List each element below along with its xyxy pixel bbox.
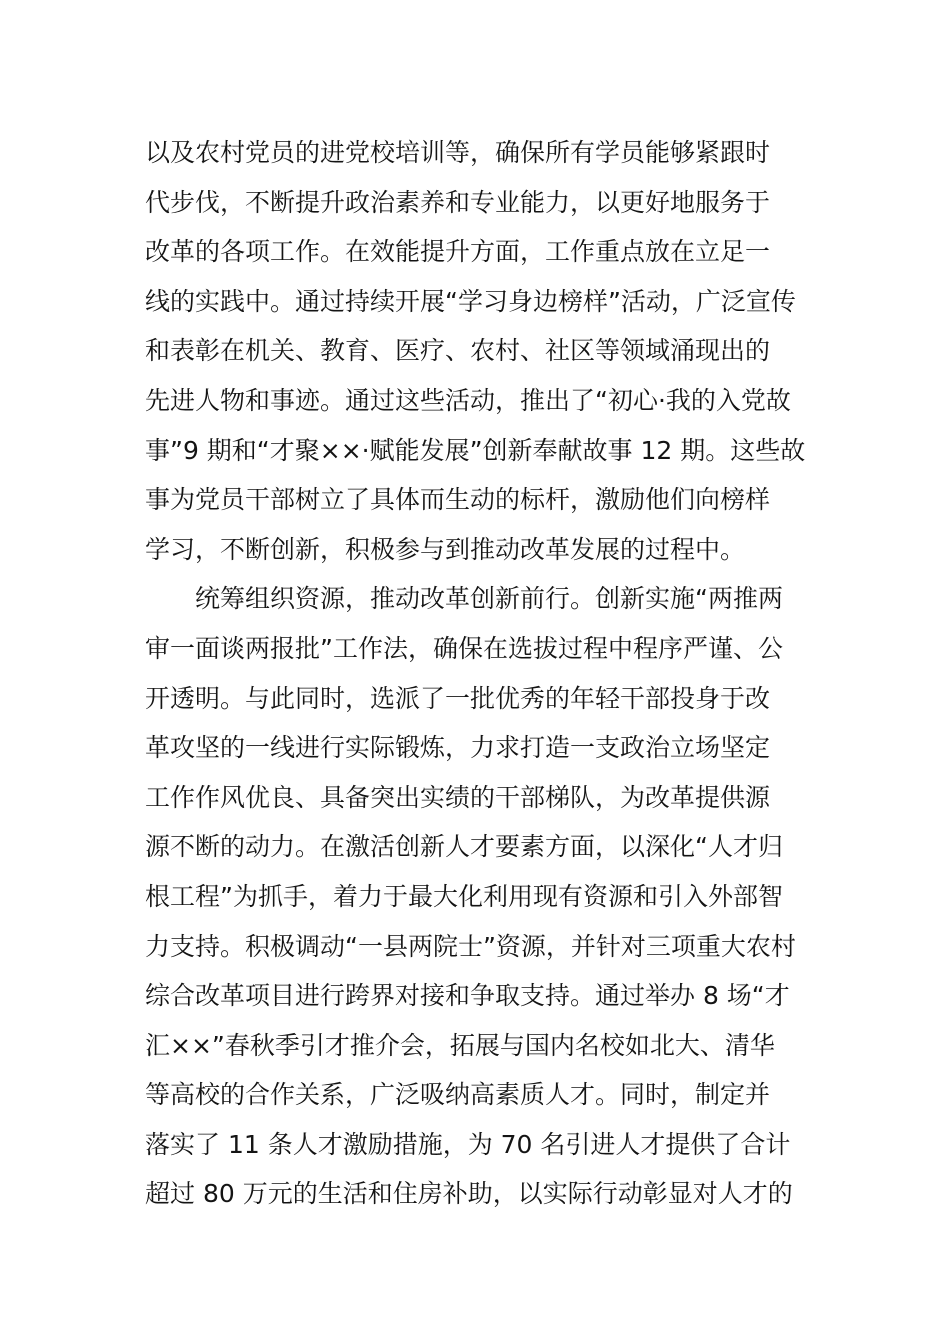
text-line: 线的实践中。通过持续开展“学习身边榜样”活动，广泛宣传 xyxy=(145,286,796,316)
text-line: 源不断的动力。在激活创新人才要素方面，以深化“人才归 xyxy=(145,832,783,862)
body-text xyxy=(145,128,825,1219)
text-line: 根工程”为抓手，着力于最大化利用现有资源和引入外部智 xyxy=(145,881,783,911)
text-line: 以及农村党员的进党校培训等，确保所有学员能够紧跟时 xyxy=(145,138,771,167)
text-line: 事为党员干部树立了具体而生动的标杆，激励他们向榜样 xyxy=(145,485,771,515)
text-line: 学习，不断创新，积极参与到推动改革发展的过程中。 xyxy=(145,534,746,564)
text-line: 汇××”春秋季引才推介会，拓展与国内名校如北大、清华 xyxy=(145,1030,775,1060)
text-line: 力支持。积极调动“一县两院士”资源，并针对三项重大农村 xyxy=(145,931,796,961)
text-line: 事”9 期和“才聚××·赋能发展”创新奉献故事 12 期。这些故 xyxy=(145,435,806,465)
text-line: 代步伐，不断提升政治素养和专业能力，以更好地服务于 xyxy=(145,187,771,217)
text-line: 开透明。与此同时，选派了一批优秀的年轻干部投身于改 xyxy=(145,683,771,713)
text-line: 落实了 11 条人才激励措施，为 70 名引进人才提供了合计 xyxy=(145,1129,791,1159)
text-line: 革攻坚的一线进行实际锻炼，力求打造一支政治立场坚定 xyxy=(145,733,771,763)
text-line: 和表彰在机关、教育、医疗、农村、社区等领域涌现出的 xyxy=(145,336,771,366)
text-line: 超过 80 万元的生活和住房补助，以实际行动彰显对人才的 xyxy=(145,1179,793,1209)
paragraph-start-line: 统筹组织资源，推动改革创新前行。创新实施“两推两 xyxy=(195,584,783,614)
text-line: 综合改革项目进行跨界对接和争取支持。通过举办 8 场“才 xyxy=(145,981,790,1011)
text-line: 工作作风优良、具备突出实绩的干部梯队，为改革提供源 xyxy=(145,782,771,812)
text-line: 先进人物和事迹。通过这些活动，推出了“初心·我的入党故 xyxy=(145,385,791,415)
text-line: 审一面谈两报批”工作法，确保在选拔过程中程序严谨、公 xyxy=(145,633,783,663)
text-line: 改革的各项工作。在效能提升方面，工作重点放在立足一 xyxy=(145,237,771,267)
text-line: 等高校的合作关系，广泛吸纳高素质人才。同时，制定并 xyxy=(145,1080,771,1110)
